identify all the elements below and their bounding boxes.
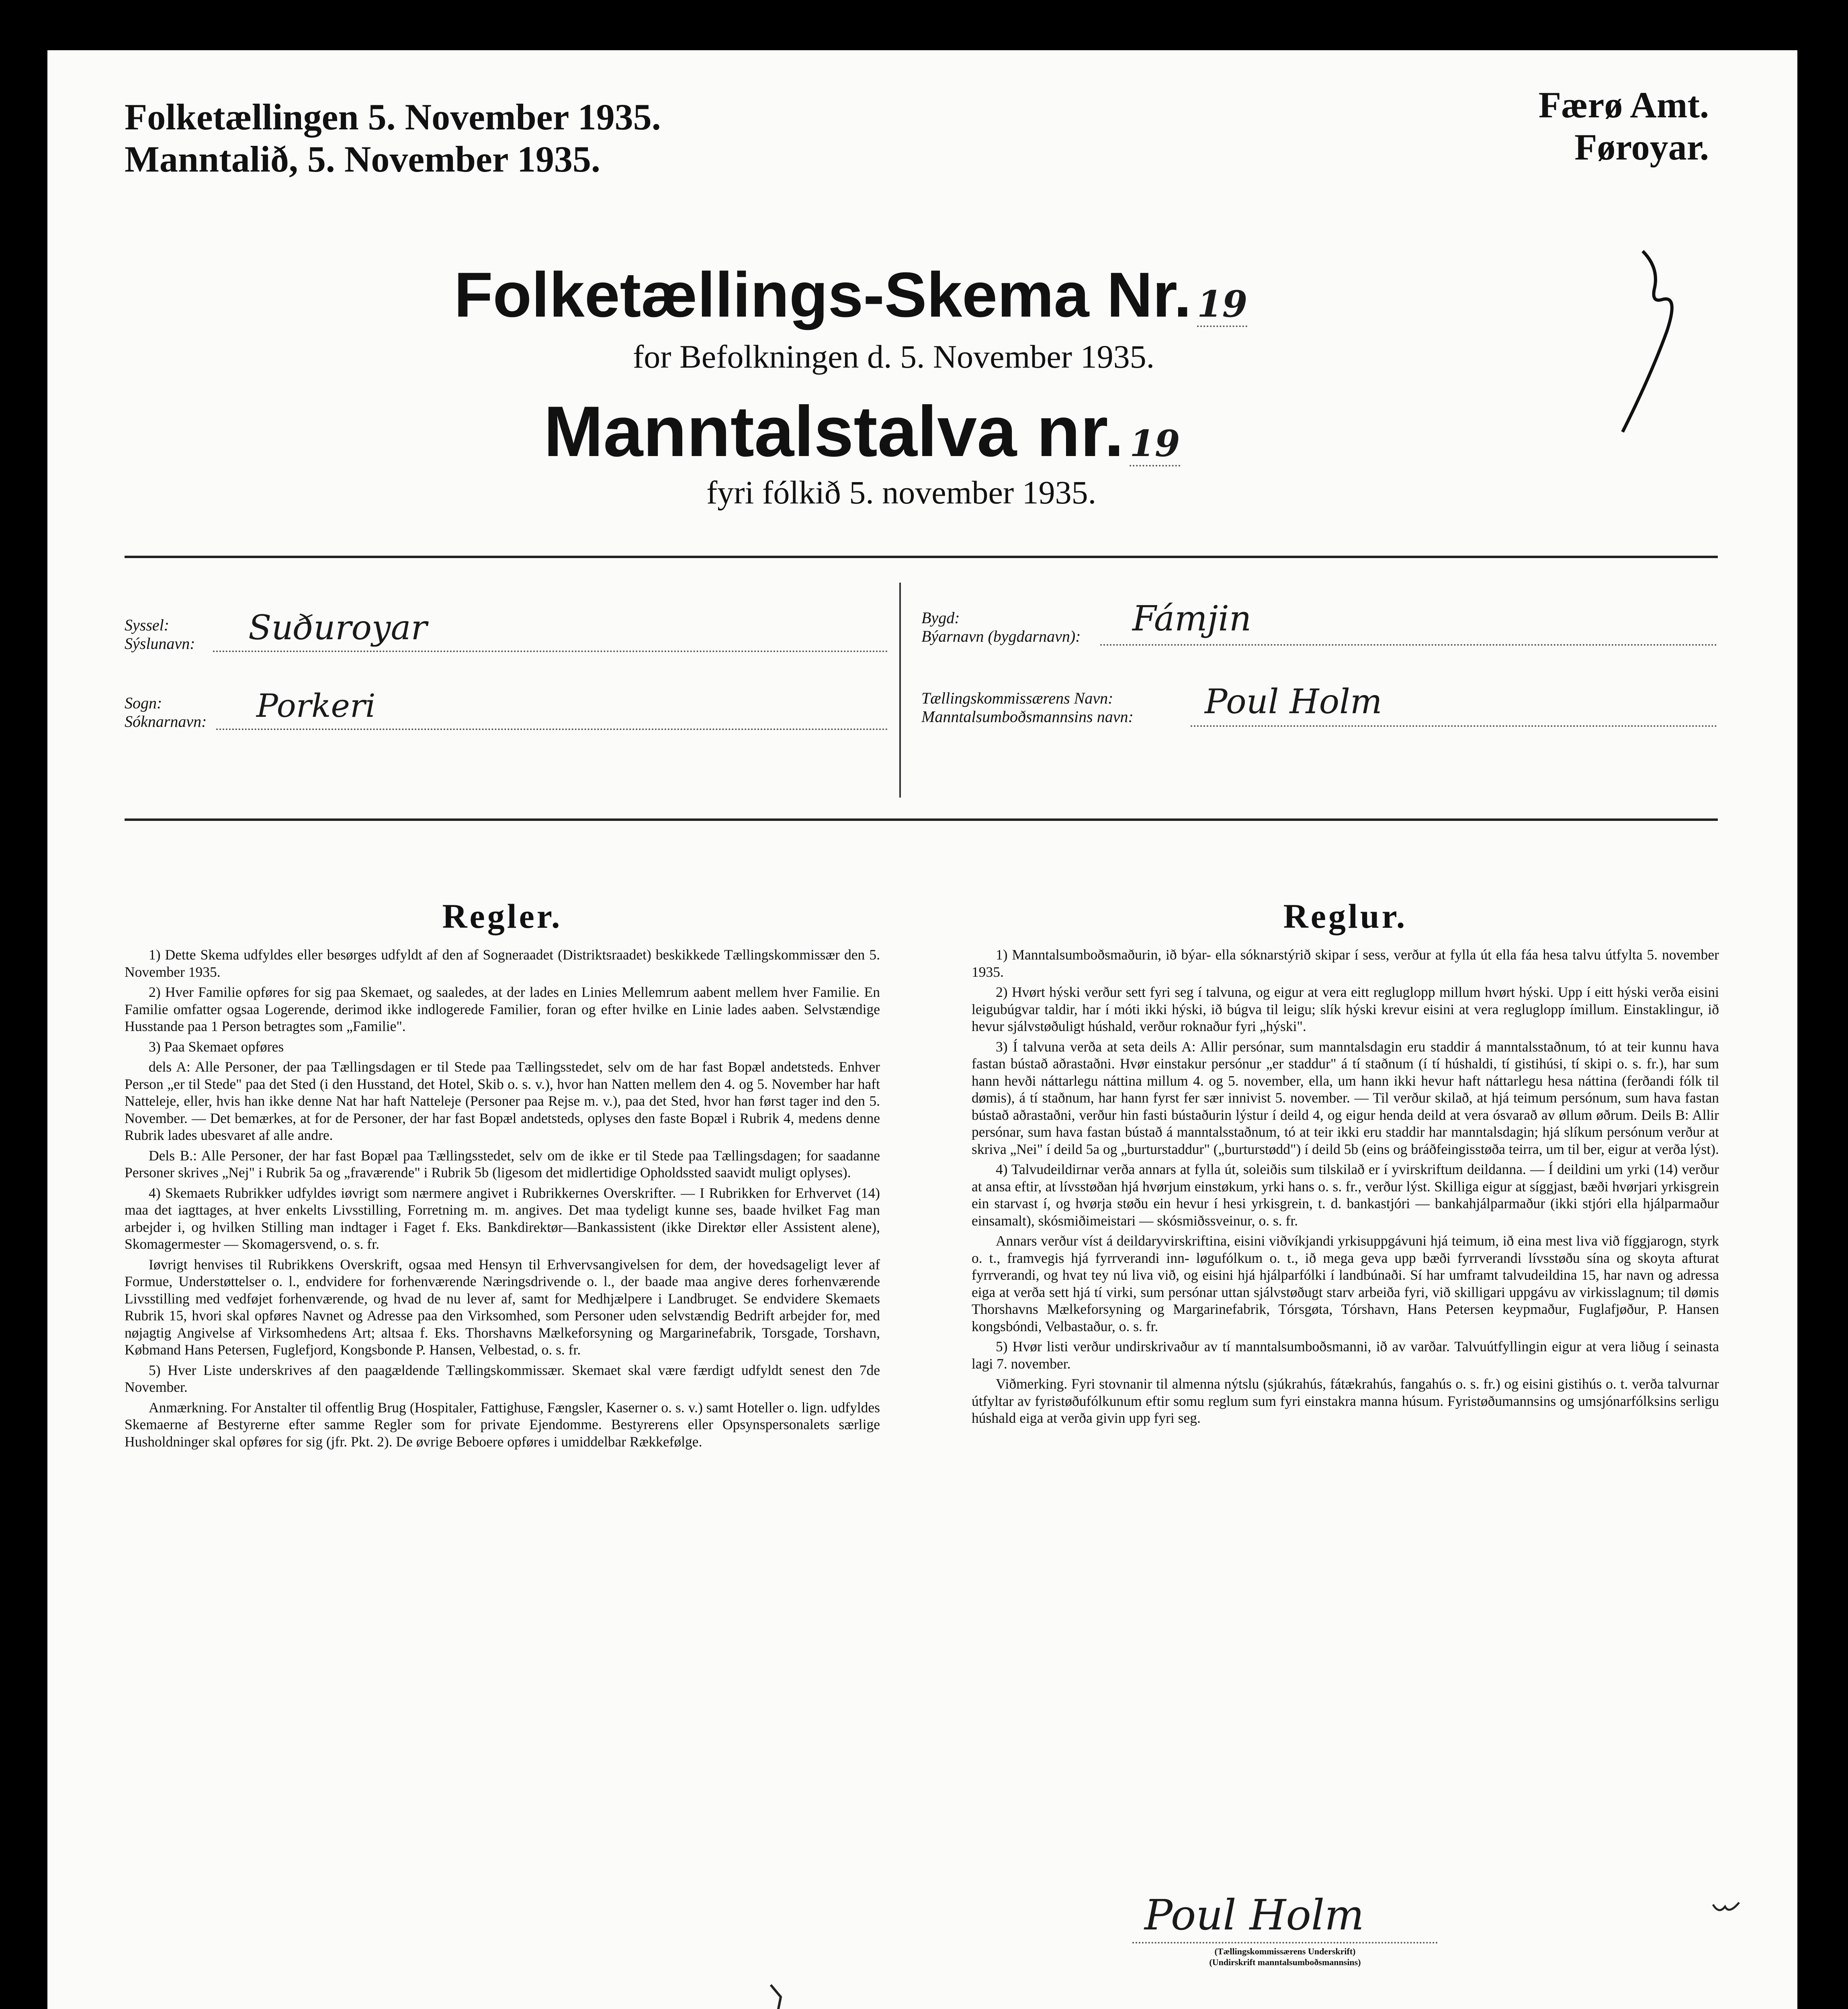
rule-fo-3: 3) Í talvuna verða at seta deils A: Allir persónar, sum manntalsdagin eru staddir á manntalsstaðnum, tó at teir kunnu hava fastan bústað aðrastaðni. Hvør einstakur persónur „er staddur" á tí staðnum (í tí húshaldi, tí gistihúsi, tí skipi o. s. fr.), har sum hann hevði náttarlegu náttina millum 4. og 5. november, ella, um hann ikki hevur haft náttarlegu hesa náttina (ferðandi fólk til dømis), á tí staðnum, har hann fyrst fer sær innivist 5. november. — Til verður skilað, at hjá teimum persónum, sum hava fastan bústað aðrastaðni, verður hin fasti bústaðurin lýstur í deild 4, og eigur henda deild at vera ósvarað av øllum øðrum. Deils B: Allir persónar, sum hava fastan bústað á manntalsstaðnum, tó at teir ikki eru staddir har manntalsdagin; hjá slíkum persónum verður at skriva „Nei" í deild 5a og „burturstaddur" („burturstødd") í deild 5b (eins og bráðfeingisstøða teirra, um til ber, eigur at verða lýst). bbox=[972, 1038, 1719, 1157]
syssel-value: Suðuroyar bbox=[248, 608, 427, 647]
sogn-value: Porkeri bbox=[256, 687, 376, 724]
rule-fo-2: 2) Hvørt hýski verður sett fyri seg í talvuna, og eigur at vera eitt regluglopp millum hvørt hýski. Upp í eitt hýski verða eisini leigubúgvar taldir, har í móti ikki hýski, ið búgva til leigu; slík hýski krevur eisini at vera regluglopp ímillum. Einstaklingur, ið hevur sjálvstøðuligt húshald, verður roknaður fyri „hýski". bbox=[972, 984, 1719, 1034]
signature-value: Poul Holm bbox=[1144, 1890, 1364, 1939]
pen-mark-small bbox=[1711, 1899, 1743, 1919]
sogn-label-da: Sogn: bbox=[125, 694, 162, 712]
header-left-line2: Manntalið, 5. November 1935. bbox=[125, 139, 601, 180]
skema-title bbox=[454, 260, 1248, 330]
rule-da-5: 5) Hver Liste underskrives af den paagældende Tællingskommissær. Skemaet skal være færdigt udfyldt senest den 7de November. bbox=[125, 1362, 880, 1395]
rule-fo-4b: Annars verður víst á deildaryvirskriftina, eisini viðvíkjandi yrkisuppgávuni hjá teimum, ið eina mest liva við fíggjarogn, styrk o. t., framvegis hjá fyrrverandi inn- løgufólkum o. t., ið mega geva upp bæði fyrrverandi lívsstøðu sína og skoyta afturat fyrrverandi, og hvat tey nú liva við, og eisini hjá hjálparfólki í landbúnaði. Sí har umframt talvudeildina 15, har navn og adressa eiga at verða sett hjá tí virki, sum persónar uttan sjálvstøðugt starv arbeiða fyri, við skilligari uppgávu av virkisslagnum; til dømis Thorshavns Mælkeforsyning og Margarinefabrik, Tórsgøta, Tórshavn, Hans Petersen keypmaður, Fuglafjøður, P. Hansen kongsbóndi, Velbastaður, o. s. fr. bbox=[972, 1233, 1719, 1334]
census-form-page bbox=[47, 50, 1797, 2009]
rule-da-3b: Dels B.: Alle Personer, der har fast Bopæl paa Tællingsstedet, selv om de ikke er til Stede paa Tællingsdagen; for saadanne Personer skrives „Nej" i Rubrik 5a og „fraværende" i Rubrik 5b (ligesom det midlertidige Opholdssted saavidt muligt oplyses). bbox=[125, 1147, 880, 1180]
rule-da-4: 4) Skemaets Rubrikker udfyldes iøvrigt som nærmere angivet i Rubrikkernes Overskrifter. — I Rubrikken for Erhvervet (14) maa det iagttages, at hver enkelts Livsstilling, Forretning m. m. angives. Det maa tydeligt kunne ses, baade hvilket Fag man arbejder i, og hvilken Stilling man indtager i Faget f. Eks. Bankdirektør—Bankassistent (ikke Direktør eller Assistent alene), Skomagermester — Skomagersvend, o. s. fr. bbox=[125, 1185, 880, 1252]
rule-fo-4: 4) Talvudeildirnar verða annars at fylla út, soleiðis sum tilskilað er í yvirskriftum deildanna. — Í deildini um yrki (14) verður at ansa eftir, at lívsstøðan hjá hvørjum einstøkum, yrki hans o. s. fr., verður lýst. Skilliga eigur at síggjast, bæði hvørjari yrkisgrein ein starvast í, og hvørja støðu ein hevur í hesi yrkisgrein, t. d. bankastjóri — bankahjálparmaður (ikki stjóri ella hjálparmaður einsamalt), skósmiðimeistari — skósmiðssveinur, o. s. fr. bbox=[972, 1161, 1719, 1229]
syssel-label bbox=[125, 616, 195, 653]
rule-fo-note: Viðmerking. Fyri stovnanir til almenna nýtslu (sjúkrahús, fátækrahús, fangahús o. s. fr.) og eisini gistihús o. t. verða talvurnar útfyltar av fyristøðufólkunum eftir somu reglum sum fyri einstakra manna húsum. Fyristøðumannsins og umsjónarfólksins serligu húshald eiga at verða givin upp fyri seg. bbox=[972, 1376, 1719, 1426]
kommissaer-value: Poul Holm bbox=[1205, 682, 1382, 721]
manntal-subtitle: fyri fólkið 5. november 1935. bbox=[706, 474, 1097, 511]
rule-da-note: Anmærkning. For Anstalter til offentlig Brug (Hospitaler, Fattighuse, Fængsler, Kaserner o. s. v.) samt Hoteller o. lign. udfyldes Skemaerne af Bestyrerne efter samme Regler som for private Ejendomme. Bestyrerens eller Opsynspersonalets særlige Husholdninger skal opføres for sig (jfr. Pkt. 2). De øvrige Beboere opføres i umiddelbar Rækkefølge. bbox=[125, 1399, 880, 1450]
header-right-line2: Føroyar. bbox=[1574, 127, 1709, 168]
sogn-label bbox=[125, 694, 207, 731]
rule-da-2: 2) Hver Familie opføres for sig paa Skemaet, og saaledes, at der lades en Linies Mellemrum aabent mellem hver Familie. En Familie omfatter ogsaa Logerende, derimod ikke indlogerede Familier, foran og efter hvilke en Linie lades aaben. Selvstændige Husstande paa 1 Person betragtes som „Familie". bbox=[125, 984, 880, 1034]
bygd-label bbox=[921, 609, 1081, 646]
bygd-label-fo: Býarnavn (bygdarnavn): bbox=[921, 627, 1081, 645]
signature-caption-da: (Tællingskommissærens Underskrift) bbox=[1214, 1946, 1356, 1956]
skema-subtitle: for Befolkningen d. 5. November 1935. bbox=[633, 338, 1155, 375]
signature-caption-fo: (Undirskrift manntalsumboðsmannsins) bbox=[1209, 1957, 1361, 1967]
rule-da-3: 3) Paa Skemaet opføres bbox=[149, 1038, 284, 1055]
syssel-label-fo: Sýslunavn: bbox=[125, 634, 195, 653]
kommissaer-label-da: Tællingskommissærens Navn: bbox=[921, 689, 1113, 707]
rules-danish-body bbox=[125, 946, 880, 1453]
manntal-title-label: Manntalstalva nr. bbox=[544, 391, 1124, 471]
pen-mark bbox=[1615, 243, 1687, 444]
ink-stroke bbox=[767, 1983, 791, 2009]
top-rule bbox=[125, 556, 1718, 558]
kommissaer-line bbox=[1191, 725, 1717, 727]
bottom-rule bbox=[125, 818, 1718, 821]
header-right-line1: Færø Amt. bbox=[1538, 84, 1709, 125]
signature-line bbox=[1132, 1942, 1438, 1944]
rule-da-3a: dels A: Alle Personer, der paa Tællingsdagen er til Stede paa Tællingsstedet, selv om de har fast Bopæl andetsteds. Enhver Person „er til Stede" paa det Sted (i den Husstand, det Hotel, Skib o. s. v.), hvor han Natten mellem den 4. og 5. November har haft Natteleje, eller, hvis han ikke denne Nat har haft Natteleje (Personer paa Rejse m. v.), paa det Sted, hvor han først tager ind den 5. November. — Det bemærkes, at for de Personer, der har fast Bopæl andetsteds, oplyses den faste Bopæl i Rubrik 4, medens denne Rubrik lades ubesvaret af alle andre. bbox=[125, 1059, 880, 1143]
rule-fo-5: 5) Hvør listi verður undirskrivaður av tí manntalsumboðsmanni, ið av varðar. Talvuútfyllingin eigur at vera liðug í seinasta lagi 7. november. bbox=[972, 1338, 1719, 1372]
bygd-label-da: Bygd: bbox=[921, 609, 960, 627]
sogn-line bbox=[216, 728, 888, 730]
rule-da-1: 1) Dette Skema udfyldes eller besørges udfyldt af den af Sogneraadet (Distriktsraadet) beskikkede Tællingskommissær den 5. November 1935. bbox=[125, 947, 880, 980]
header-left-line1: Folketællingen 5. November 1935. bbox=[125, 96, 661, 137]
syssel-line bbox=[213, 651, 888, 652]
bygd-line bbox=[1100, 644, 1717, 646]
manntal-number: 19 bbox=[1130, 422, 1180, 466]
syssel-label-da: Syssel: bbox=[125, 616, 170, 634]
rules-faroese-heading: Reglur. bbox=[1283, 897, 1408, 935]
bygd-value: Fámjin bbox=[1132, 599, 1252, 639]
rule-fo-1: 1) Manntalsumboðsmaðurin, ið býar- ella sóknarstýrið skipar í sess, verður at fylla út ella fáa hesa talvu útfylta 5. november 1935. bbox=[972, 947, 1719, 980]
skema-title-label: Folketællings-Skema Nr. bbox=[454, 260, 1192, 330]
manntal-title bbox=[544, 391, 1180, 471]
kommissaer-label-fo: Manntalsumboðsmannsins navn: bbox=[921, 708, 1134, 726]
kommissaer-label bbox=[921, 689, 1134, 726]
skema-number: 19 bbox=[1197, 283, 1247, 327]
field-divider bbox=[899, 583, 901, 798]
sogn-label-fo: Sóknarnavn: bbox=[125, 712, 207, 730]
rules-faroese-body bbox=[972, 946, 1719, 1430]
rules-danish-heading: Regler. bbox=[442, 897, 563, 935]
signature-caption bbox=[1132, 1946, 1438, 1968]
rule-da-4b: Iøvrigt henvises til Rubrikkens Overskrift, ogsaa med Hensyn til Erhvervsangivelsen for dem, der hovedsageligt lever af Formue, Understøttelser o. l., endvidere for forhenværende Næringsdrivende o. l., der baade maa angive deres forhenværende Livsstilling med vedføjet forhenværende, og hvad de nu lever af, samt for Medhjælpere i Landbruget. Se endvidere Skemaets Rubrik 15, hvori skal opføres Navnet og Adresse paa den Virksomhed, som Personer uden selvstændig Bedrift arbejder for, med nøjagtig Angivelse af Virksomhedens Art; altsaa f. Eks. Thorshavns Mælkeforsyning og Margarinefabrik, Torsgade, Torshavn, Købmand Hans Petersen, Fuglefjord, Kongsbonde P. Hansen, Velbestad, o. s. fr. bbox=[125, 1256, 880, 1358]
